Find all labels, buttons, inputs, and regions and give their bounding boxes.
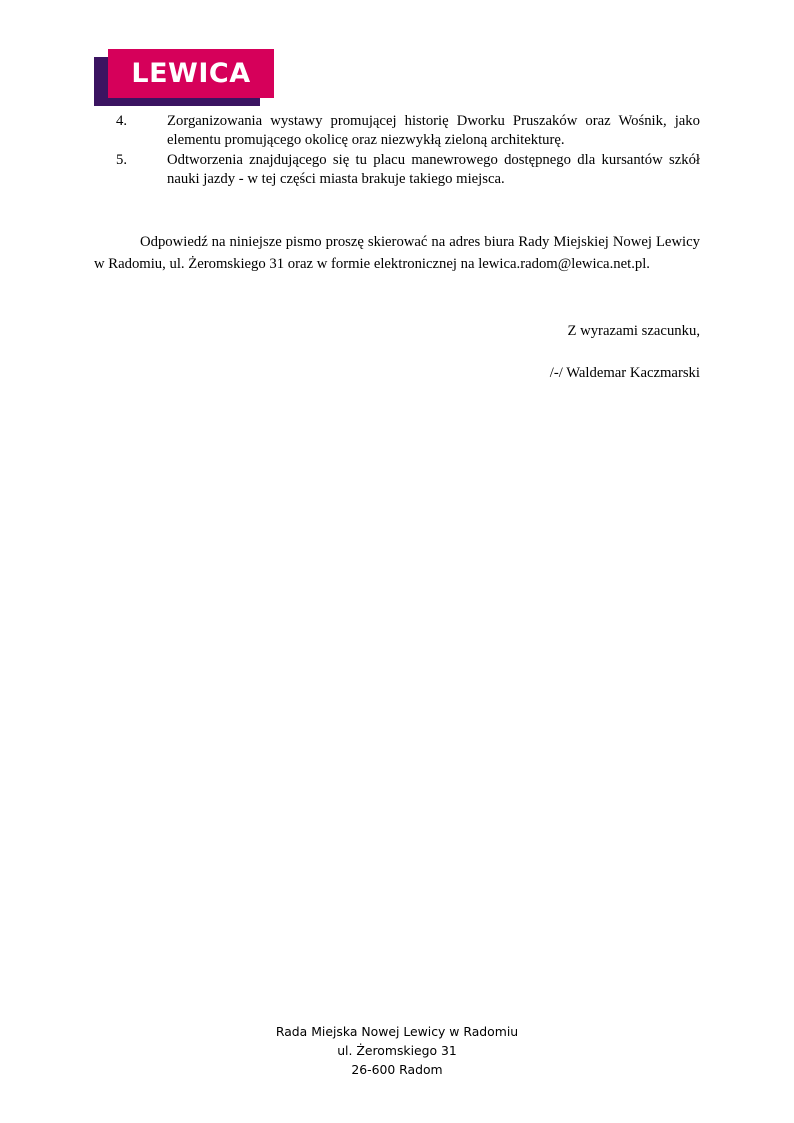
signature-name: /-/ Waldemar Kaczmarski bbox=[549, 364, 700, 381]
closing-paragraph: Odpowiedź na niniejsze pismo proszę skierować na adres biura Rady Miejskiej Nowej Lewicy w Radomiu, ul. Żeromskiego 31 oraz w formie elektronicznej na lewica.radom@lewica.net.pl. bbox=[94, 233, 700, 273]
signature-closing: Z wyrazami szacunku, bbox=[567, 323, 700, 340]
signature-block bbox=[94, 320, 700, 385]
list-item-marker: 4. bbox=[116, 113, 128, 129]
list-item-marker: 5. bbox=[116, 152, 128, 169]
list-item-text: Zorganizowania wystawy promującej historię Dworku Pruszaków oraz Wośnik, jako elementu promującego okolicę oraz niezwykłą zieloną architekturę. bbox=[167, 113, 700, 148]
logo-wordmark: LEWICA bbox=[131, 58, 251, 89]
lewica-logo bbox=[94, 49, 274, 106]
list-item bbox=[94, 151, 700, 188]
page-footer bbox=[0, 1022, 794, 1080]
logo-shapes bbox=[94, 49, 274, 106]
document-body bbox=[94, 112, 700, 385]
footer-city: 26-600 Radom bbox=[351, 1062, 443, 1078]
numbered-list bbox=[94, 112, 700, 189]
list-item-text: Odtworzenia znajdującego się tu placu manewrowego dostępnego dla kursantów szkół nauki jazdy - w tej części miasta brakuje takiego miejsca. bbox=[167, 152, 700, 188]
footer-street: ul. Żeromskiego 31 bbox=[337, 1043, 457, 1059]
footer-organization: Rada Miejska Nowej Lewicy w Radomiu bbox=[275, 1024, 519, 1039]
list-item bbox=[94, 112, 700, 149]
